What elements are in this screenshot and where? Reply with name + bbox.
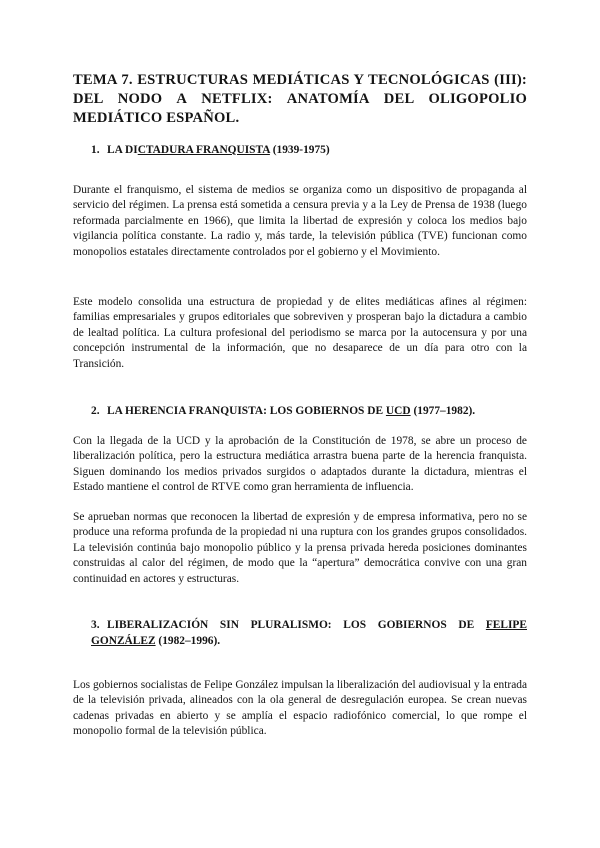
section-1-heading (91, 142, 527, 158)
section-1-heading-underlined: CTADURA FRANQUISTA (137, 144, 270, 156)
section-2-heading-underlined: UCD (385, 405, 411, 417)
section-3-heading-pre: LIBERALIZACIÓN SIN PLURALISMO: LOS GOBIERNOS DE (107, 619, 486, 631)
section-1-paragraph-1: Durante el franquismo, el sistema de medios se organiza como un dispositivo de propaganda al servicio del régimen. La prensa está sometida a censura previa y a la Ley de Prensa de 1938 (luego reformada parcialmente en 1966), que limita la libertad de expresión y coloca los medios bajo vigilancia política constante. La radio y, más tarde, la televisión pública (TVE) funcionan como monopolios estatales directamente controlados por el gobierno y el Movimiento. (73, 184, 527, 258)
section-3-heading (91, 617, 527, 649)
section-2-heading-post: (1977–1982). (410, 405, 476, 417)
section-1-heading-pre: LA DI (107, 144, 138, 156)
section-1-heading-post: (1939-1975) (269, 144, 330, 156)
section-3-heading-post: (1982–1996). (155, 635, 221, 647)
section-2-paragraph-2: Se aprueban normas que reconocen la libertad de expresión y de empresa informativa, pero no se produce una reforma profunda de la propiedad ni una ruptura con los grandes grupos consolidados. La televisión continúa bajo monopolio público y la prensa privada hereda posiciones dominantes construidas al calor del régimen, de modo que la “apertura” democrática convive con una gran continuidad en actores y estructuras. (73, 511, 527, 585)
section-2-number: 2. (91, 405, 100, 417)
section-2-paragraph-1: Con la llegada de la UCD y la aprobación de la Constitución de 1978, se abre un proceso de liberalización política, pero la estructura mediática arrastra buena parte de la herencia franquista. Siguen dominando los medios privados surgidos o adaptados durante la dictadura, mientras el Estado mantiene el control de RTVE como gran herramienta de influencia. (73, 435, 527, 494)
section-3-number: 3. (91, 619, 100, 631)
section-2-heading-pre: LA HERENCIA FRANQUISTA: LOS GOBIERNOS DE (107, 405, 386, 417)
section-2-heading (91, 403, 527, 419)
section-1-number: 1. (91, 144, 100, 156)
section-1-paragraph-2: Este modelo consolida una estructura de propiedad y de elites mediáticas afines al régimen: familias empresariales y grupos editoriales que sobreviven y prosperan bajo la dictadura a cambio de lealtad política. La cultura profesional del periodismo se marca por la autocensura y por una concepción instrumental de la información, que no desaparece de un día para otro con la Transición. (73, 296, 527, 370)
section-3-paragraph-1: Los gobiernos socialistas de Felipe González impulsan la liberalización del audiovisual y la entrada de la televisión privada, alineados con la ola general de desregulación europea. Se crean nuevas cadenas privadas en abierto y se amplía el espacio radiofónico comercial, lo que rompe el monopolio formal de la televisión pública. (73, 679, 527, 738)
section-3-heading-underlined: FELIPE GONZÁLEZ (91, 619, 527, 647)
document-title: TEMA 7. ESTRUCTURAS MEDIÁTICAS Y TECNOLÓGICAS (III): DEL NODO A NETFLIX: ANATOMÍA DEL OLIGOPOLIO MEDIÁTICO ESPAÑOL. (73, 72, 527, 126)
